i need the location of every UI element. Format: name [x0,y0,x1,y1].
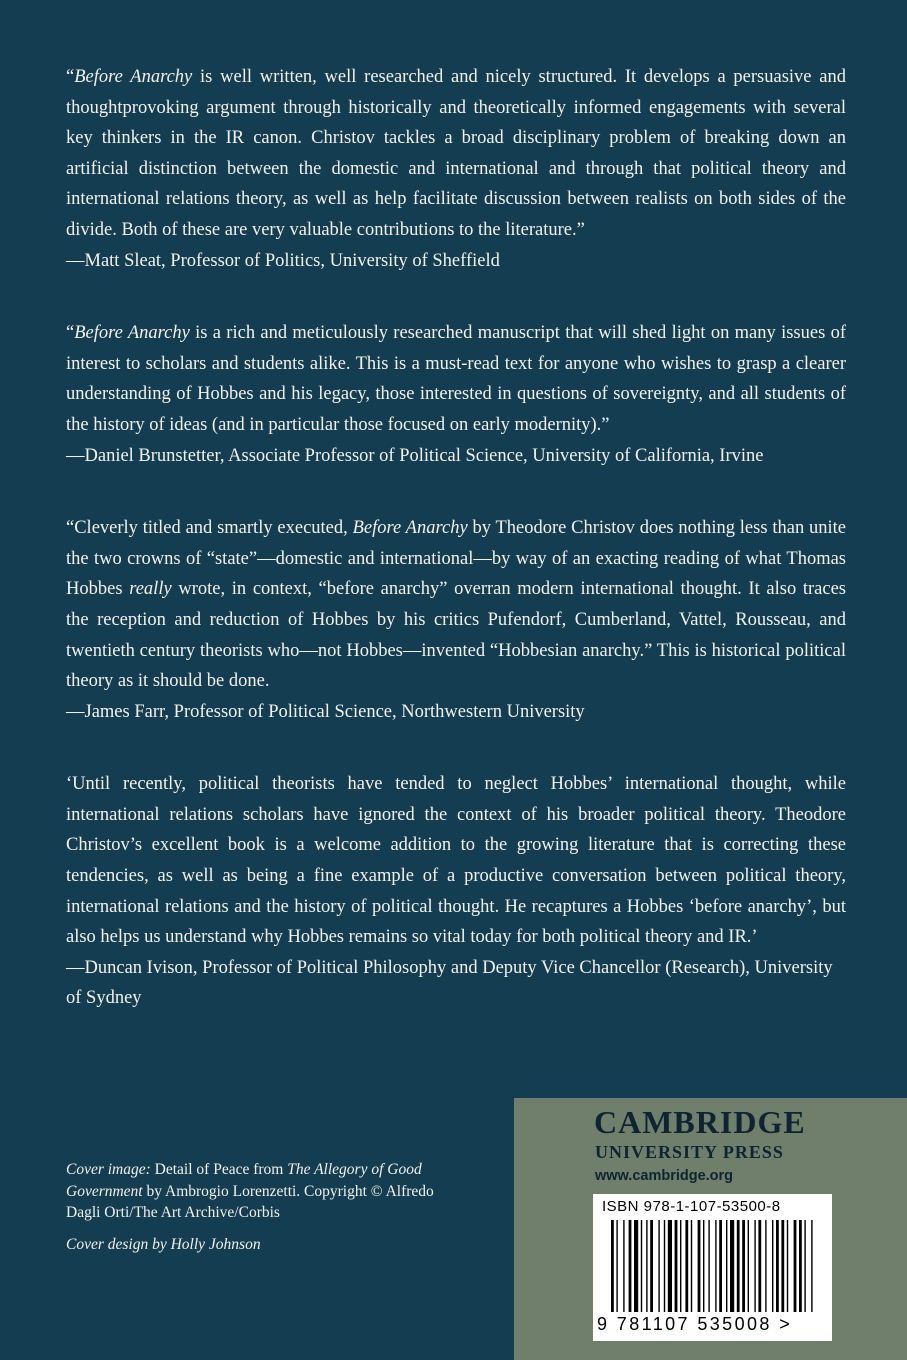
book-title: Before Anarchy [74,67,193,87]
endorsement-attribution: —James Farr, Professor of Political Science, Northwestern University [66,701,585,722]
publisher-subtitle: UNIVERSITY PRESS [595,1142,784,1162]
endorsement-3 [66,513,846,727]
endorsement-text: “Cleverly titled and smartly executed, Before Anarchy by Theodore Christov does nothing less than unite the two crowns of “state”—domestic and international—by way of an exacting reading of what Thomas Hobbes really wrote, in context, “before anarchy” overran modern international thought. It also traces the reception and reduction of Hobbes by his critics Pufendorf, Cumberland, Vattel, Rousseau, and twentieth century theorists who—not Hobbes—invented “Hobbesian anarchy.” This is historical political theory as it should be done. [66,518,847,692]
publisher-logo: CAMBRIDGE [594,1104,806,1140]
book-title: Before Anarchy [74,323,190,344]
barcode-number: 9 781107 535008 > [597,1314,793,1334]
endorsement-text: “Before Anarchy is a rich and meticulously researched manuscript that will shed light on many issues of interest to scholars and students alike. This is a must-read text for anyone who wishes to grasp a clearer understanding of Hobbes and his legacy, those interested in questions of sovereignty, and all students of the history of ideas (and in particular those focused on early modernity).” [66,323,846,435]
endorsement-attribution: —Daniel Brunstetter, Associate Professor of Political Science, University of California, Irvine [66,445,764,466]
endorsement-2 [66,318,846,471]
endorsement-4 [66,769,846,1014]
isbn-label: ISBN 978-1-107-53500-8 [602,1198,781,1215]
cover-design-credit: Cover design by Holly Johnson [66,1235,261,1253]
isbn-barcode [593,1194,832,1341]
publisher-website: www.cambridge.org [595,1168,734,1184]
endorsement-text: ‘Until recently, political theorists have tended to neglect Hobbes’ international thought, while international relations scholars have ignored the context of his broader political theory. Theodore Christov’s excellent book is a welcome addition to the growing literature that is correcting these tendencies, as well as being a fine example of a productive conversation between political theory, international relations and the history of political thought. He recaptures a Hobbes ‘before anarchy’, but also helps us understand why Hobbes remains so vital today for both political theory and IR.’ [66,774,846,948]
book-title: Before Anarchy [352,518,468,539]
cover-image-credit: Cover image: Detail of Peace from The Allegory of Good Government by Ambrogio Lorenzetti. Copyright © Alfredo Dagli Orti/The Art Archive/Corbis [66,1161,434,1221]
cover-credits [66,1159,466,1255]
endorsement-attribution: —Duncan Ivison, Professor of Political Philosophy and Deputy Vice Chancellor (Research), University of Sydney [66,957,833,1009]
endorsements [66,62,846,1056]
publisher-panel [514,1098,907,1360]
endorsement-1 [66,62,846,276]
endorsement-attribution: —Matt Sleat, Professor of Politics, University of Sheffield [66,250,500,271]
endorsement-text: “Before Anarchy is well written, well researched and nicely structured. It develops a persuasive and thoughtprovoking argument through historically and theoretically informed engagements with several key thinkers in the IR canon. Christov tackles a broad disciplinary problem of breaking down an artificial distinction between the domestic and international and through that political theory and international relations theory, as well as help facilitate discussion between realists on both sides of the divide. Both of these are very valuable contributions to the literature.” [66,67,846,240]
